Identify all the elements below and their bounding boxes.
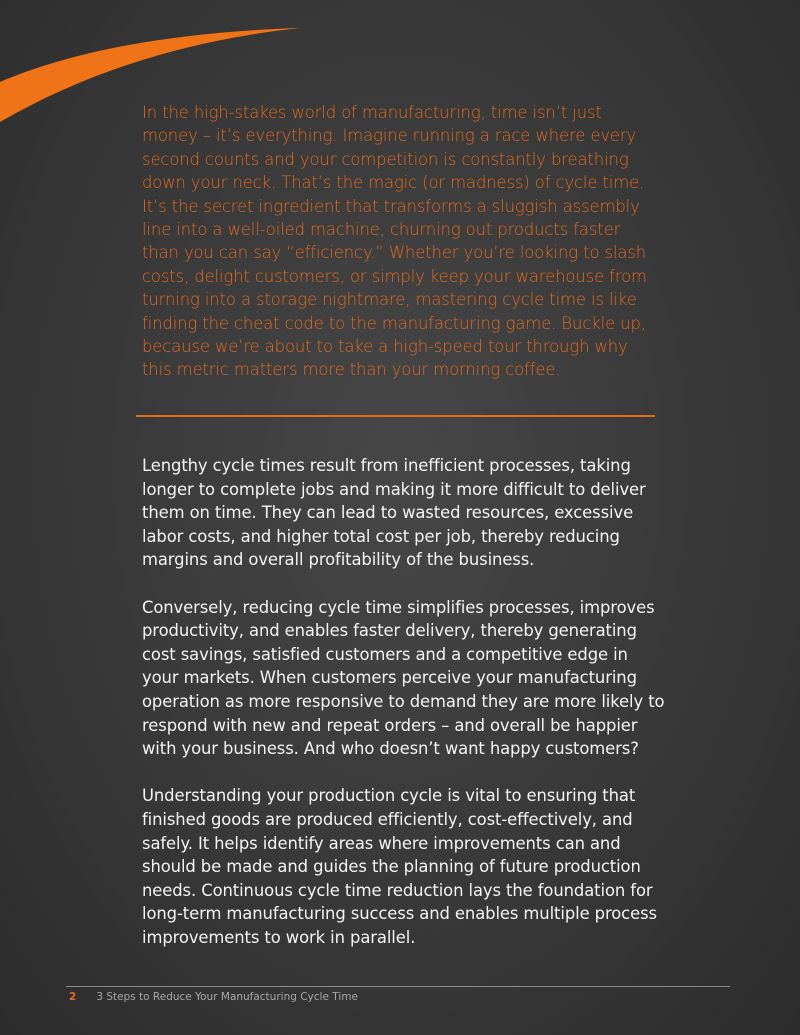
body-paragraph-2: Conversely, reducing cycle time simplifies processes, improves productivity, and enables faster delivery, thereby generating cost savings, satisfied customers and a competitive edge in your markets. When customers perceive your manufacturing operation as more responsive to demand they are more likely to respond with new and repeat orders – and overall be happier with your business. And who doesn’t want happy customers? bbox=[142, 597, 665, 759]
section-divider bbox=[136, 415, 655, 417]
footer-rule bbox=[66, 986, 730, 987]
page-number: 2 bbox=[69, 991, 77, 1003]
page-footer bbox=[69, 991, 358, 1003]
body-paragraph-3: Understanding your production cycle is vital to ensuring that finished goods are produced efficiently, cost-effectively, and safely. It helps identify areas where improvements can and should be made and guides the planning of future production needs. Continuous cycle time reduction lays the foundation for long-term manufacturing success and enables multiple process improvements to work in parallel. bbox=[142, 786, 657, 947]
footer-document-title: 3 Steps to Reduce Your Manufacturing Cycle Time bbox=[96, 991, 358, 1003]
body-paragraph-1: Lengthy cycle times result from inefficient processes, taking longer to complete jobs and making it more difficult to deliver them on time. They can lead to wasted resources, excessive labor costs, and higher total cost per job, thereby reducing margins and overall profitability of the business. bbox=[142, 456, 646, 570]
body-content bbox=[142, 454, 667, 973]
intro-paragraph: In the high-stakes world of manufacturing, time isn’t just money – it’s everything. Imagine running a race where every second counts and your competition is constantly breathing down your neck. That’s the magic (or madness) of cycle time. It’s the secret ingredient that transforms a sluggish assembly line into a well-oiled machine, churning out products faster than you can say “efficiency.” Whether you’re looking to slash costs, delight customers, or simply keep your warehouse from turning into a storage nightmare, mastering cycle time is like finding the cheat code to the manufacturing game. Buckle up, because we’re about to take a high-speed tour through why this metric matters more than your morning coffee. bbox=[142, 103, 647, 380]
